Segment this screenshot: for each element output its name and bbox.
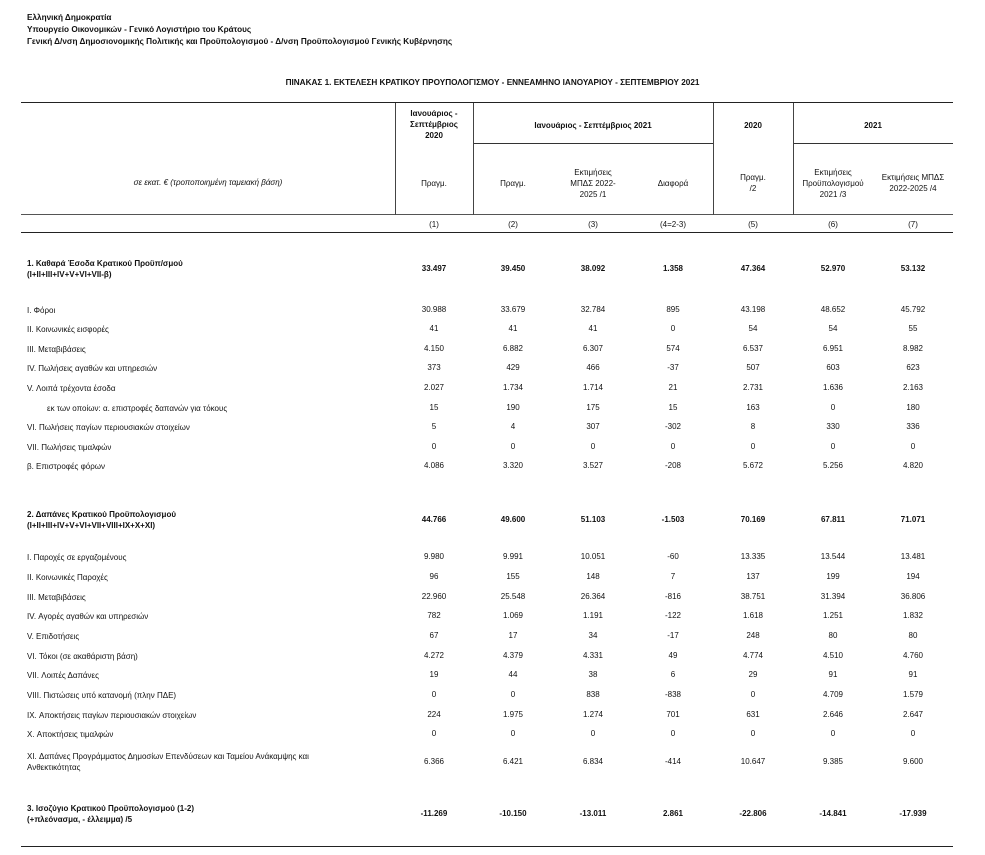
row-label: III. Μεταβιβάσεις — [27, 345, 86, 354]
table-cell: 29 — [748, 670, 758, 679]
table-cell: 15 — [668, 403, 678, 412]
table-cell: -838 — [664, 690, 681, 699]
table-cell: -816 — [664, 592, 681, 601]
table-cell: -14.841 — [819, 809, 847, 818]
table-cell: 6 — [670, 670, 676, 679]
document-header — [27, 12, 452, 48]
table-cell: 6.366 — [423, 757, 445, 766]
table-cell: 4.331 — [582, 651, 604, 660]
column-header-6: Εκτιμήσεις Προϋπολογισμού 2021 /3 — [802, 167, 864, 199]
table-cell: 8.982 — [902, 344, 924, 353]
table-bottom-rule — [21, 846, 953, 847]
row-label: V. Λοιπά τρέχοντα έσοδα — [27, 384, 116, 393]
table-cell: 782 — [427, 611, 441, 620]
table-cell: 21 — [668, 383, 678, 392]
column-header-rule — [21, 214, 953, 215]
table-cell: -208 — [664, 461, 681, 470]
table-cell: 54 — [748, 324, 758, 333]
table-cell: 38.751 — [740, 592, 766, 601]
table-cell: 91 — [828, 670, 838, 679]
table-cell: 91 — [908, 670, 918, 679]
group-header-jan-sep-2021: Ιανουάριος - Σεπτέμβριος 2021 — [534, 121, 652, 130]
table-cell: 3.527 — [582, 461, 604, 470]
table-cell: 54 — [828, 324, 838, 333]
table-cell: 3.320 — [502, 461, 524, 470]
table-cell: 45.792 — [900, 305, 926, 314]
table-cell: 10.647 — [740, 757, 766, 766]
table-cell: 15 — [429, 403, 439, 412]
table-cell: 48.652 — [820, 305, 846, 314]
table-cell: 44.766 — [421, 515, 447, 524]
table-cell: 6.307 — [582, 344, 604, 353]
table-cell: 0 — [830, 442, 836, 451]
table-cell: -13.011 — [579, 809, 607, 818]
table-cell: 55 — [908, 324, 918, 333]
table-cell: 1.251 — [822, 611, 844, 620]
table-cell: 6.882 — [502, 344, 524, 353]
table-cell: 49.600 — [500, 515, 526, 524]
group-header-2021: 2021 — [864, 121, 882, 130]
table-cell: 4.510 — [822, 651, 844, 660]
table-cell: 163 — [746, 403, 760, 412]
table-cell: 33.679 — [500, 305, 526, 314]
column-header-5: Πραγμ. /2 — [740, 173, 766, 193]
table-cell: 466 — [586, 363, 600, 372]
table-cell: 4.774 — [742, 651, 764, 660]
table-cell: 4.086 — [423, 461, 445, 470]
table-cell: 148 — [586, 572, 600, 581]
table-cell: 33.497 — [421, 264, 447, 273]
column-number-7: (7) — [908, 220, 918, 229]
column-number-5: (5) — [748, 220, 758, 229]
table-cell: 5 — [431, 422, 437, 431]
table-cell: 96 — [429, 572, 439, 581]
table-cell: 13.335 — [740, 552, 766, 561]
group-2021b-rule — [793, 143, 953, 144]
header-line-2: Υπουργείο Οικονομικών - Γενικό Λογιστήριο του Κράτους — [27, 25, 252, 34]
table-cell: 71.071 — [900, 515, 926, 524]
column-number-rule — [21, 232, 953, 233]
table-cell: -11.269 — [420, 809, 448, 818]
table-cell: 0 — [431, 442, 437, 451]
table-cell: 67.811 — [820, 515, 846, 524]
column-header-1: Πραγμ. — [421, 178, 447, 188]
table-cell: 0 — [590, 729, 596, 738]
table-cell: 13.481 — [900, 552, 926, 561]
table-cell: 307 — [586, 422, 600, 431]
table-cell: 429 — [506, 363, 520, 372]
table-cell: 4.150 — [423, 344, 445, 353]
table-cell: 1.069 — [502, 611, 524, 620]
table-title: ΠΙΝΑΚΑΣ 1. ΕΚΤΕΛΕΣΗ ΚΡΑΤΙΚΟΥ ΠΡΟΥΠΟΛΟΓΙΣΜΟΥ - ΕΝΝΕΑΜΗΝΟ ΙΑΝΟΥΑΡΙΟΥ - ΣΕΠΤΕΜΒΡΙΟΥ 2021 — [285, 78, 700, 87]
table-cell: 4.379 — [502, 651, 524, 660]
table-cell: 34 — [588, 631, 598, 640]
table-cell: 67 — [429, 631, 439, 640]
row-label: VI. Τόκοι (σε ακαθάριστη βάση) — [27, 652, 138, 661]
row-label: I. Φόροι — [27, 306, 56, 315]
table-cell: 9.991 — [502, 552, 524, 561]
table-cell: 1.734 — [502, 383, 524, 392]
table-cell: 44 — [508, 670, 518, 679]
table-cell: 1.358 — [662, 264, 684, 273]
row-label: β. Επιστροφές φόρων — [27, 462, 106, 471]
table-cell: 0 — [510, 690, 516, 699]
table-cell: 6.834 — [582, 757, 604, 766]
row-total-label: 3. Ισοζύγιο Κρατικού Προϋπολογισμού (1-2) (+πλεόνασμα, - έλλειμμα) /5 — [27, 804, 194, 824]
header-line-1: Ελληνική Δημοκρατία — [27, 13, 112, 22]
table-cell: 180 — [906, 403, 920, 412]
table-cell: -17.939 — [899, 809, 927, 818]
row-label: VI. Πωλήσεις παγίων περιουσιακών στοιχείων — [27, 423, 190, 432]
table-cell: 47.364 — [740, 264, 766, 273]
table-cell: 248 — [746, 631, 760, 640]
table-cell: 0 — [590, 442, 596, 451]
table-cell: 1.618 — [742, 611, 764, 620]
table-cell: 4.820 — [902, 461, 924, 470]
table-cell: 1.975 — [502, 710, 524, 719]
table-cell: -122 — [664, 611, 681, 620]
table-cell: 80 — [828, 631, 838, 640]
row-label: II. Κοινωνικές Παροχές — [27, 573, 108, 582]
table-cell: 2.861 — [662, 809, 684, 818]
table-cell: 30.988 — [421, 305, 447, 314]
table-cell: 0 — [910, 729, 916, 738]
row-label: III. Μεταβιβάσεις — [27, 593, 86, 602]
table-cell: 1.579 — [902, 690, 924, 699]
table-cell: 2.647 — [902, 710, 924, 719]
row-total-label: 1. Καθαρά Έσοδα Κρατικού Προϋπ/σμού (I+II+III+IV+V+VI+VII-β) — [27, 259, 183, 279]
table-cell: 43.198 — [740, 305, 766, 314]
table-cell: 38.092 — [580, 264, 606, 273]
table-cell: 336 — [906, 422, 920, 431]
table-cell: 26.364 — [580, 592, 606, 601]
table-cell: 6.421 — [502, 757, 524, 766]
column-header-4: Διαφορά — [657, 178, 689, 188]
table-cell: 0 — [431, 729, 437, 738]
table-cell: 2.027 — [423, 383, 445, 392]
table-cell: 190 — [506, 403, 520, 412]
table-cell: 51.103 — [580, 515, 606, 524]
table-cell: -1.503 — [661, 515, 685, 524]
table-cell: 4.709 — [822, 690, 844, 699]
row-label: XI. Δαπάνες Προγράμματος Δημοσίων Επενδύσεων και Ταμείου Ανάκαμψης και Ανθεκτικότητας — [27, 752, 309, 772]
table-cell: 80 — [908, 631, 918, 640]
table-cell: 9.980 — [423, 552, 445, 561]
row-label: VIII. Πιστώσεις υπό κατανομή (πλην ΠΔΕ) — [27, 691, 177, 700]
table-cell: 22.960 — [421, 592, 447, 601]
table-cell: 175 — [586, 403, 600, 412]
table-cell: 41 — [588, 324, 598, 333]
row-label: VII. Πωλήσεις τιμαλφών — [27, 443, 112, 452]
table-cell: 9.385 — [822, 757, 844, 766]
table-cell: 2.731 — [742, 383, 764, 392]
column-number-3: (3) — [588, 220, 598, 229]
column-number-4: (4=2-3) — [659, 220, 686, 229]
table-cell: 0 — [670, 729, 676, 738]
row-label: II. Κοινωνικές εισφορές — [27, 325, 109, 334]
table-cell: 13.544 — [820, 552, 846, 561]
table-cell: 330 — [826, 422, 840, 431]
row-label: εκ των οποίων: α. επιστροφές δαπανών για τόκους — [47, 404, 228, 413]
table-cell: 0 — [830, 729, 836, 738]
table-cell: 574 — [666, 344, 680, 353]
table-top-rule — [21, 102, 953, 103]
table-cell: 701 — [666, 710, 680, 719]
table-cell: 36.806 — [900, 592, 926, 601]
table-cell: 603 — [826, 363, 840, 372]
table-cell: 1.832 — [902, 611, 924, 620]
table-cell: 0 — [510, 729, 516, 738]
table-cell: 5.672 — [742, 461, 764, 470]
table-cell: 838 — [586, 690, 600, 699]
table-cell: 194 — [906, 572, 920, 581]
column-header-3: Εκτιμήσεις ΜΠΔΣ 2022- 2025 /1 — [570, 167, 616, 199]
table-cell: 1.714 — [582, 383, 604, 392]
table-cell: 224 — [427, 710, 441, 719]
column-header-2: Πραγμ. — [500, 178, 526, 188]
table-cell: 631 — [746, 710, 760, 719]
table-cell: 4.272 — [423, 651, 445, 660]
group-header-2020: 2020 — [744, 121, 762, 130]
table-cell: 70.169 — [740, 515, 766, 524]
table-cell: 0 — [670, 324, 676, 333]
table-cell: -60 — [667, 552, 679, 561]
row-label: I. Παροχές σε εργαζομένους — [27, 553, 127, 562]
table-cell: 0 — [750, 442, 756, 451]
table-cell: -414 — [664, 757, 681, 766]
table-cell: 199 — [826, 572, 840, 581]
table-cell: 41 — [429, 324, 439, 333]
table-cell: 17 — [508, 631, 518, 640]
table-cell: 0 — [830, 403, 836, 412]
table-cell: 373 — [427, 363, 441, 372]
table-cell: 32.784 — [580, 305, 606, 314]
table-cell: 155 — [506, 572, 520, 581]
table-cell: 10.051 — [580, 552, 606, 561]
column-header-7: Εκτιμήσεις ΜΠΔΣ 2022-2025 /4 — [881, 173, 945, 193]
table-cell: 0 — [510, 442, 516, 451]
table-cell: 2.163 — [902, 383, 924, 392]
table-cell: 6.951 — [822, 344, 844, 353]
header-line-3: Γενική Δ/νση Δημοσιονομικής Πολιτικής και Προϋπολογισμού - Δ/νση Προϋπολογισμού Γενικής Κυβέρνησης — [27, 37, 453, 46]
table-cell: 6.537 — [742, 344, 764, 353]
table-cell: 5.256 — [822, 461, 844, 470]
table-cell: 0 — [750, 690, 756, 699]
group-header-jan-sep-2020: Ιανουάριος - Σεπτέμβριος 2020 — [410, 109, 458, 140]
row-label: IX. Αποκτήσεις παγίων περιουσιακών στοιχείων — [27, 711, 197, 720]
table-cell: 0 — [910, 442, 916, 451]
table-cell: 0 — [431, 690, 437, 699]
table-cell: 4.760 — [902, 651, 924, 660]
table-cell: 49 — [668, 651, 678, 660]
table-cell: 2.646 — [822, 710, 844, 719]
table-cell: 7 — [670, 572, 676, 581]
table-cell: -10.150 — [499, 809, 527, 818]
table-cell: 9.600 — [902, 757, 924, 766]
table-cell: 1.636 — [822, 383, 844, 392]
table-cell: 52.970 — [820, 264, 846, 273]
row-total-label: 2. Δαπάνες Κρατικού Προϋπολογισμού (I+II+III+IV+V+VI+VII+VIII+IX+X+XI) — [27, 510, 176, 530]
table-cell: -17 — [667, 631, 679, 640]
column-number-6: (6) — [828, 220, 838, 229]
table-cell: -22.806 — [739, 809, 767, 818]
unit-label: σε εκατ. € (τροποποιημένη ταμειακή βάση) — [133, 178, 283, 187]
table-cell: 507 — [746, 363, 760, 372]
table-cell: 38 — [588, 670, 598, 679]
table-cell: 895 — [666, 305, 680, 314]
table-cell: 39.450 — [500, 264, 526, 273]
table-cell: 4 — [510, 422, 516, 431]
table-cell: 623 — [906, 363, 920, 372]
row-label: V. Επιδοτήσεις — [27, 632, 80, 641]
column-number-1: (1) — [429, 220, 439, 229]
table-cell: -37 — [667, 363, 679, 372]
column-number-2: (2) — [508, 220, 518, 229]
row-label: IV. Πωλήσεις αγαθών και υπηρεσιών — [27, 364, 158, 373]
table-cell: 1.274 — [582, 710, 604, 719]
table-cell: 1.191 — [582, 611, 604, 620]
table-cell: -302 — [664, 422, 681, 431]
table-cell: 19 — [429, 670, 439, 679]
table-cell: 0 — [750, 729, 756, 738]
table-cell: 0 — [670, 442, 676, 451]
table-cell: 53.132 — [900, 264, 926, 273]
group-2021-rule — [473, 143, 713, 144]
row-label: VII. Λοιπές Δαπάνες — [27, 671, 99, 680]
table-cell: 31.394 — [820, 592, 846, 601]
table-cell: 41 — [508, 324, 518, 333]
table-cell: 8 — [750, 422, 756, 431]
row-label: IV. Αγορές αγαθών και υπηρεσιών — [27, 612, 149, 621]
table-cell: 25.548 — [500, 592, 526, 601]
row-label: X. Αποκτήσεις τιμαλφών — [27, 730, 114, 739]
table-cell: 137 — [746, 572, 760, 581]
